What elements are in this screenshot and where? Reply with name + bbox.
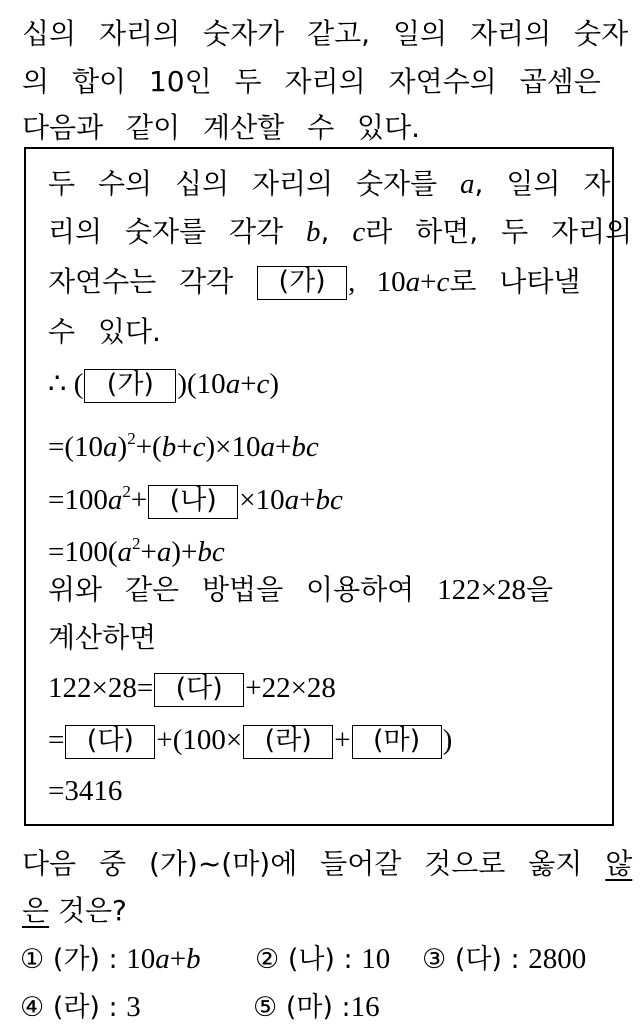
- t: +(100×: [156, 724, 243, 756]
- t: =: [48, 724, 65, 756]
- t: +: [176, 431, 193, 463]
- box-line-calc: 계산하면: [48, 621, 157, 654]
- option-number: ②: [255, 944, 280, 975]
- text: )(10: [177, 368, 226, 400]
- text: 두 수의 십의 자리의 숫자를: [48, 167, 461, 200]
- option-label: (다): [454, 944, 502, 975]
- value: b: [186, 943, 201, 975]
- t: ): [117, 431, 128, 463]
- exponent: 2: [122, 482, 131, 501]
- var: bc: [315, 484, 343, 516]
- box-line-4: 수 있다.: [48, 315, 161, 348]
- text: 로 나타낼: [449, 265, 581, 298]
- box-line-1: [48, 166, 610, 202]
- blank-da: (다): [154, 673, 244, 707]
- blank-ga: (가): [257, 266, 347, 300]
- math: 122×28: [437, 574, 526, 606]
- text: , 일의 자: [474, 167, 611, 200]
- equation-7: =3416: [48, 775, 123, 807]
- plus: +: [240, 368, 257, 400]
- plus: +: [420, 266, 437, 298]
- t: +: [274, 431, 292, 463]
- t: ×10: [239, 484, 285, 516]
- text: ,: [320, 215, 353, 248]
- t: =100: [48, 484, 108, 516]
- option-number: ⑤: [253, 992, 278, 1023]
- t: +: [130, 484, 148, 516]
- text: 리의 숫자를 각각: [48, 215, 307, 248]
- box-line-2: [48, 214, 632, 250]
- var: a: [117, 536, 133, 568]
- var-c: c: [436, 266, 450, 298]
- question-line-2: [22, 893, 127, 929]
- option-label: (라): [52, 992, 100, 1023]
- var: a: [260, 431, 275, 463]
- equation-6: [48, 722, 452, 759]
- exponent: 2: [132, 534, 141, 553]
- option-5[interactable]: [253, 989, 380, 1026]
- var-a: a: [460, 168, 475, 200]
- equation-4: [48, 526, 225, 570]
- blank-ra: (라): [243, 725, 333, 759]
- text: 것은?: [49, 894, 127, 927]
- t: 122×28=: [48, 672, 154, 704]
- var-c: c: [352, 216, 366, 248]
- t: +: [140, 536, 157, 568]
- t: +22×28: [245, 672, 336, 704]
- value: a: [155, 943, 170, 975]
- blank-ma: (마): [352, 725, 442, 759]
- option-label: (나): [287, 944, 335, 975]
- equation-5: [48, 670, 336, 707]
- t: ): [442, 724, 453, 756]
- t: +: [334, 724, 351, 756]
- var: a: [107, 484, 123, 516]
- sep: :: [334, 944, 362, 975]
- text: 라 하면, 두 자리의: [365, 215, 633, 248]
- underlined-text: 않: [605, 847, 633, 880]
- text: ): [269, 368, 280, 400]
- question-line-1: [22, 846, 632, 882]
- var-b: b: [306, 216, 321, 248]
- equation-2: [48, 421, 319, 465]
- therefore: ∴ (: [48, 368, 84, 400]
- option-1[interactable]: [20, 941, 201, 978]
- exponent: 2: [127, 429, 136, 448]
- var-a: a: [225, 368, 241, 400]
- box-line-method: [48, 572, 553, 608]
- intro-line-1: 십의 자리의 숫자가 같고, 일의 자리의 숫자: [22, 17, 629, 50]
- intro-line-3: 다음과 같이 계산할 수 있다.: [22, 111, 421, 144]
- sep: :: [99, 992, 127, 1023]
- var: a: [103, 431, 118, 463]
- sep: :: [332, 992, 351, 1023]
- option-label: (가): [52, 944, 100, 975]
- text: , 10: [348, 266, 406, 298]
- option-number: ④: [20, 992, 45, 1023]
- text: 위와 같은 방법을 이용하여: [48, 573, 438, 606]
- text: 을: [526, 573, 554, 606]
- var: c: [192, 431, 206, 463]
- var: a: [156, 536, 172, 568]
- t: =(10: [48, 431, 104, 463]
- t: )+: [171, 536, 198, 568]
- underlined-text: 은: [22, 894, 50, 927]
- var: b: [161, 431, 177, 463]
- t: +: [299, 484, 316, 516]
- var: bc: [291, 431, 319, 463]
- value: +: [169, 943, 187, 975]
- equation-1: [48, 366, 279, 403]
- t: )×10: [205, 431, 261, 463]
- value: 16: [350, 991, 380, 1023]
- var: bc: [197, 536, 225, 568]
- option-3[interactable]: [422, 941, 586, 978]
- sep: :: [501, 944, 529, 975]
- text: 다음 중 (가)~(마)에 들어갈 것으로 옳지: [22, 847, 606, 880]
- blank-na: (나): [148, 485, 238, 519]
- intro-line-2: 의 합이 10인 두 자리의 자연수의 곱셈은: [22, 65, 601, 98]
- option-number: ①: [20, 944, 45, 975]
- option-4[interactable]: [20, 989, 141, 1026]
- option-label: (마): [285, 992, 333, 1023]
- value: 2800: [528, 943, 587, 975]
- var-a: a: [405, 266, 421, 298]
- blank-ga: (가): [84, 369, 176, 403]
- var: a: [284, 484, 300, 516]
- sep: :: [99, 944, 127, 975]
- value: 10: [361, 943, 391, 975]
- value: 10: [126, 943, 156, 975]
- var-c: c: [256, 368, 270, 400]
- option-number: ③: [422, 944, 447, 975]
- option-2[interactable]: [255, 941, 390, 978]
- t: =100(: [48, 536, 118, 568]
- blank-da: (다): [65, 725, 155, 759]
- box-line-3: [48, 264, 580, 300]
- t: +(: [135, 431, 162, 463]
- value: 3: [126, 991, 141, 1023]
- equation-3: [48, 474, 343, 519]
- text: 자연수는 각각: [48, 265, 257, 298]
